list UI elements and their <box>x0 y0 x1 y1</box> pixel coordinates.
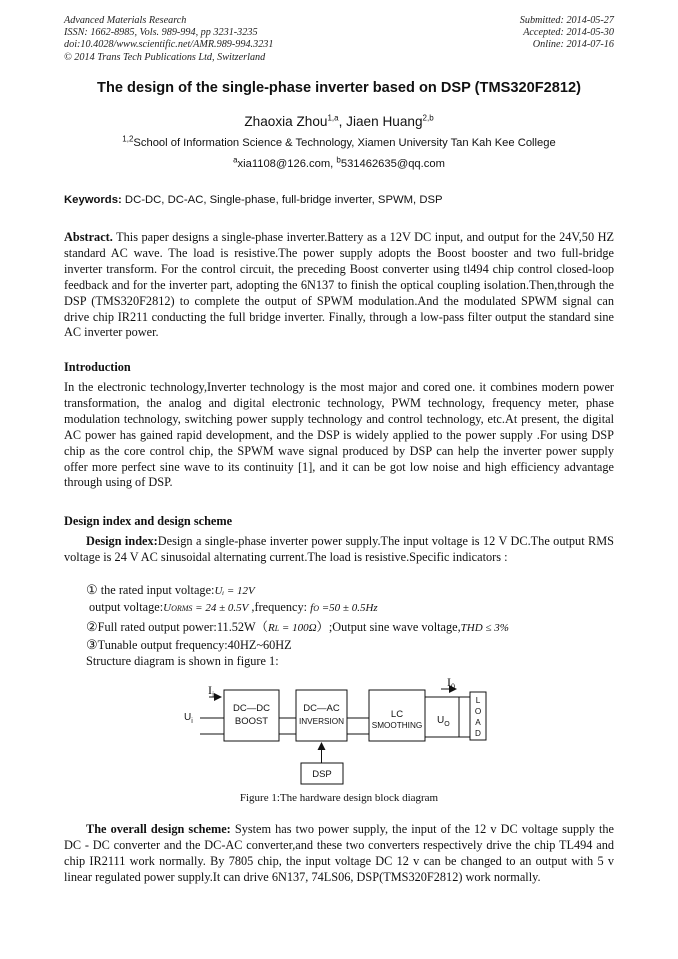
author-1-sup: 1,a <box>327 113 339 123</box>
lc-label: LC <box>390 709 404 720</box>
online-date: Online: 2014-07-16 <box>532 39 614 51</box>
indicator-1b-text: output voltage: <box>89 600 164 614</box>
indicator-3-num: ③ <box>86 637 98 652</box>
affiliation-sup: 1,2 <box>122 134 134 144</box>
load-letter-o: O <box>474 707 482 716</box>
indicator-2-math2: = 100Ω <box>279 622 317 634</box>
abstract-label: Abstract. <box>64 230 113 244</box>
intro-heading: Introduction <box>64 360 131 374</box>
load-letter-l: L <box>475 696 481 705</box>
indicator-2-math3: THD <box>460 622 483 634</box>
indicator-1b-text2: ,frequency: <box>248 600 311 614</box>
indicator-1b-math2: = 24 ± 0.5V <box>192 602 249 614</box>
indicator-2-text: Full rated output power:11.52W（ <box>97 620 268 634</box>
structure-sentence: Structure diagram is shown in figure 1: <box>86 654 279 668</box>
author-2: Jiaen Huang <box>346 114 423 129</box>
output-voltage-label: $U_O$ <box>437 715 450 728</box>
journal-name: Advanced Materials Research <box>64 15 187 26</box>
dcac-label: DC—AC <box>303 703 340 714</box>
indicator-2-num: ② <box>86 619 98 634</box>
dcdc-label: DC—DC <box>233 703 270 714</box>
inversion-label: INVERSION <box>298 717 345 726</box>
design-index-text: Design a single-phase inverter power supply.The input voltage is 12 V DC.The output RMS voltage is 24 V AC sinusoidal alternating current.The load is resistive.Specific indicators : <box>64 534 614 564</box>
boost-label: BOOST <box>234 716 269 727</box>
indicator-2-text2: ）;Output sine wave voltage, <box>316 620 461 634</box>
email-a-sup: a <box>233 155 238 165</box>
load-letter-d: D <box>475 729 481 738</box>
design-index-label: Design index: <box>86 534 158 548</box>
author-separator: , <box>338 114 347 129</box>
indicator-1b-math4: =50 ± 0.5Hz <box>318 602 378 614</box>
author-1: Zhaoxia Zhou <box>244 114 328 129</box>
scheme-label: The overall design scheme: <box>86 822 231 836</box>
email-a: xia1108@126.com, <box>237 158 337 170</box>
keywords-text: DC-DC, DC-AC, Single-phase, full-bridge inverter, SPWM, DSP <box>121 194 443 206</box>
indicator-1-text: the rated input voltage: <box>97 583 215 597</box>
dcac-inversion-block <box>296 690 347 741</box>
output-current-label: $I_0$ <box>447 675 455 691</box>
indicator-1b-math3: f <box>310 602 314 614</box>
figure-caption: Figure 1:The hardware design block diagram <box>239 792 439 804</box>
indicator-1b-sub: ORMS <box>171 604 193 613</box>
indicator-3-text: Tunable output frequency:40HZ~60HZ <box>97 638 292 652</box>
load-letter-a: A <box>475 718 481 727</box>
abstract-text: This paper designs a single-phase inverter.Battery as a 12V DC input, and output for the 24V,50 HZ standard AC wave. The load is resistive.The power supply adopts the Boost booster and two full-bridge inverter transform. For the control circuit, the preceding Boost converter using tl494 chip control closed-loop feedback and for the inverter part, adopting the 6N137 to finish the optical coupling isolation.Then,through the DSP (TMS320F2812) to complete the output of SPWM modulation.And the modulated SPWM signal can drive chip IR211 conducting the full bridge inverter. Finally, through a low-pass filter output the standard sine AC inverter power. <box>64 230 614 340</box>
email-b: 531462635@qq.com <box>340 158 445 170</box>
scheme-text: System has two power supply, the input of the 12 v DC voltage supply the DC - DC converter and the DC-AC converter,and these two converters respectively drive the chip TL494 and chip IR2111 work normally. By 7805 chip, the input voltage DC 12 v can be changed to an output with 5 v linear regulated power supply.It can drive 6N137, 74LS06, DSP(TMS320F2812) work normally. <box>64 822 614 884</box>
paper-title: The design of the single-phase inverter based on DSP (TMS320F2812) <box>97 80 581 96</box>
input-current-label: $I_i$ <box>208 683 215 699</box>
input-voltage-label: $U_i$ <box>184 712 193 725</box>
author-2-sup: 2,b <box>422 113 434 123</box>
intro-text: In the electronic technology,Inverter technology is the most major and cored one. it combines modern power transformation, the analog and digital electronic technology, PWM technology, frequency meter, phase modulation technology, switching power supply technology and control technology, etc.At present, the digital AC power has gained rapid development, and the DSP is widely applied to the power supply .For using DSP chip as the core control chip, the SPWM wave signal produced by DSP can help the inverter power supply offer more perfect sine wave to its continuity [1], and it can be got low noise and high efficiency advantage through using of DSP. <box>64 380 614 490</box>
indicator-2-sub: L <box>274 624 280 633</box>
keywords-label: Keywords: <box>64 194 122 206</box>
indicator-2-math: R <box>267 622 275 634</box>
indicator-1-num: ① <box>86 582 98 597</box>
affiliation-text: School of Information Science & Technology, Xiamen University Tan Kah Kee College <box>133 137 556 149</box>
copyright-line: © 2014 Trans Tech Publications Ltd, Switzerland <box>64 51 266 63</box>
doi-line: doi:10.4028/www.scientific.net/AMR.989-994.3231 <box>64 39 274 51</box>
dsp-label: DSP <box>312 769 332 780</box>
smoothing-label: SMOOTHING <box>371 721 423 730</box>
email-b-sup: b <box>336 155 341 165</box>
indicator-1-math: Uᵢ = 12V <box>214 585 255 597</box>
indicator-1b-sub3: O <box>313 604 319 613</box>
scheme-para <box>64 822 614 886</box>
indicator-1b-math: U <box>163 602 172 614</box>
indicator-2-math4: ≤ 3% <box>482 622 509 634</box>
issn-line: ISSN: 1662-8985, Vols. 989-994, pp 3231-3235 <box>64 27 258 39</box>
accepted-date: Accepted: 2014-05-30 <box>523 27 614 39</box>
submitted-date: Submitted: 2014-05-27 <box>519 15 614 26</box>
design-heading: Design index and design scheme <box>64 514 233 528</box>
